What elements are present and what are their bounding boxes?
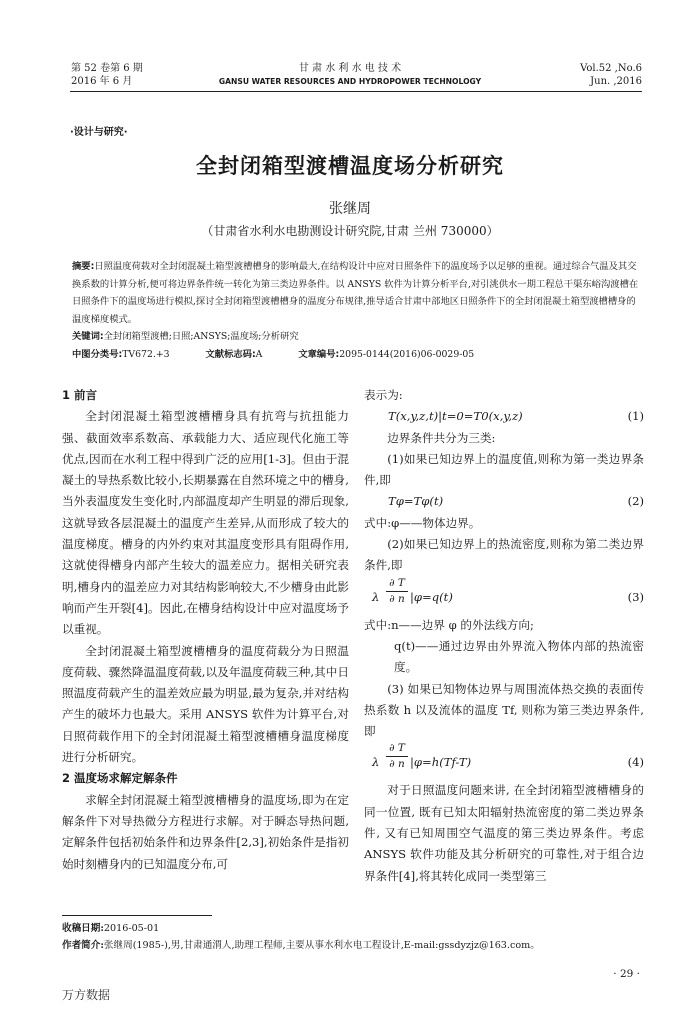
author-affiliation: （甘肃省水利水电勘测设计研究院,甘肃 兰州 730000） [201,224,499,238]
equation-3 [364,577,644,615]
article-no: 2095-0144(2016)06-0029-05 [339,348,475,360]
boundary-type-1: (1)如果已知边界上的温度值,则称为第一类边界条件,即 [364,451,644,488]
section-2-paragraph-2: 对于日照温度问题来讲, 在全封闭箱型渡槽槽身的同一位置, 既有已知太阳辐射热流密度的第二类边界条件, 又有已知周围空气温度的第三类边界条件。考虑 ANSYS 软件功能及其分析研究的可靠性,对于组合边界条件[4],将其转化成同一类型第三 [364,783,644,883]
abstract-text [72,258,642,328]
abstract-body: 日照温度荷载对全封闭混凝土箱型渡槽槽身的影响最大,在结构设计中应对日照条件下的温度场予以足够的重视。通过综合气温及其交换系数的计算分析,便可将边界条件统一转化为第三类边界条件。以 ANSYS 软件为计算分析平台,对引洮供水一期工程总干渠东峪沟渡槽在日照条件下的温度场进行模拟,探讨全封闭箱型渡槽槽身的温度分布规律,推导适合甘肃中部地区日照条件下的全封闭混凝土箱型渡槽槽身的温度梯度模式。 [72,261,639,325]
header-date-en: Jun. ,2016 [590,76,642,87]
equation-1-body: T(x,y,z,t)|t=0=T0(x,y,z) [388,409,523,424]
header-issue-en [580,62,642,88]
equation-4-fraction [386,742,408,771]
clc-code: TV672.+3 [122,348,170,360]
journal-name-en: GANSU WATER RESOURCES AND HYDROPOWER TECHNOLOGY [218,77,482,86]
keywords-label: 关键词: [72,331,104,342]
equation-2-body: Tφ=Tφ(t) [388,494,444,509]
equation-3-where-q: q(t)——通过边界由外界流入物体内部的热流密度。 [394,638,644,675]
section-1-paragraph-1: 全封闭混凝土箱型渡槽槽身具有抗弯与抗扭能力强、截面效率系数高、承载能力大、适应现代化施工等优点,因而在水利工程中得到广泛的应用[1-3]。但由于混凝土的导热系数比较小,长期暴露在自然环境之中的槽身,当外表温度发生变化时,内部温度却产生明显的滞后现象,这就导致各层混凝土的温度产生差异,从而形成了较大的温度梯度。槽身的内外约束对其温度变形具有阻碍作用,这就使得槽身内部产生较大的温差应力。据相关研究表明,槽身内的温差应力对其结构影响较大,不少槽身由此影响而产生开裂[4]。因此,在槽身结构设计中应对温度场予以重视。 [62,409,349,637]
doc-code-label: 文献标志码: [205,348,256,360]
author-bio [62,937,647,954]
boundary-intro: 边界条件共分为三类: [387,430,496,445]
watermark: 万方数据 [62,988,111,1002]
equation-intro: 表示为: [364,388,403,402]
header-rule [70,91,642,92]
section-1-title: 1 前言 [62,388,98,402]
equation-3-where-n: 式中:n——边界 φ 的外法线方向; [364,617,534,632]
section-2-title: 2 温度场求解定解条件 [62,771,178,786]
keywords-text: 全封闭箱型渡槽;日照;ANSYS;温度场;分析研究 [103,331,299,342]
author-bio-text: 张继周(1985-),男,甘肃通渭人,助理工程师,主要从事水利水电工程设计,E-mail:gssdyzjz@163.com。 [103,940,540,951]
header-date: 2016 年 6 月 [71,76,133,87]
classification-line [72,346,642,364]
section-2-paragraph-1: 求解全封闭混凝土箱型渡槽槽身的温度场,即为在定解条件下对导热微分方程进行求解。对于瞬态导热问题,定解条件包括初始条件和边界条件[2,3],初始条件是指初始时刻槽身内的已知温度分布,可 [62,792,349,871]
article-category: ·设计与研究· [70,127,128,138]
equation-4-number: (4) [627,755,644,770]
abstract-block [72,258,642,363]
equation-2 [364,491,644,512]
equation-4-rest: |φ=h(Tf-T) [410,755,472,770]
equation-3-fraction [386,577,408,606]
equation-3-rest: |φ=q(t) [410,589,453,604]
boundary-type-3: (3) 如果已知物体边界与周围流体热交换的表面传热系数 h 以及流体的温度 Tf, 则称为第三类边界条件,即 [364,681,644,739]
equation-3-numerator: ∂ T [389,576,405,589]
header-volume-en: Vol.52 ,No.6 [580,63,642,74]
received-label: 收稿日期: [62,923,104,934]
received-value: 2016-05-01 [103,923,160,934]
left-column [62,385,349,875]
right-column [364,385,644,887]
keywords [72,328,642,346]
doc-code: A [255,348,263,360]
footnote-rule [62,915,212,916]
equation-1 [364,406,644,427]
equation-3-number: (3) [627,589,644,604]
article-author: 张继周 [329,201,371,217]
journal-name [190,62,510,88]
equation-4-lambda: λ [372,755,380,770]
footnote [62,920,647,954]
clc-label: 中图分类号: [72,348,123,360]
equation-4-denominator: ∂ n [389,758,405,771]
equation-4-numerator: ∂ T [389,742,405,755]
received-date [62,920,647,937]
equation-3-lambda: λ [372,589,380,604]
header-issue [71,62,143,88]
equation-3-denominator: ∂ n [389,592,405,605]
journal-name-cn: 甘 肃 水 利 水 电 技 术 [298,63,402,74]
author-bio-label: 作者简介: [62,940,104,951]
equation-1-number: (1) [627,409,644,424]
boundary-type-2: (2)如果已知边界上的热流密度,则称为第二类边界条件,即 [364,537,644,573]
article-no-label: 文章编号: [298,348,340,360]
equation-4 [364,742,644,780]
article-title: 全封闭箱型渡槽温度场分析研究 [196,154,504,178]
equation-2-number: (2) [627,494,644,509]
equation-2-where: 式中:φ——物体边界。 [364,515,481,530]
section-1-paragraph-2: 全封闭混凝土箱型渡槽槽身的温度荷载分为日照温度荷载、骤然降温温度荷载,以及年温度荷载三种,其中日照温度荷载产生的温差效应最为明显,最为复杂,并对结构产生的破坏力也最大。采用 ANSYS 软件为计算平台,对日照荷载作用下的全封闭混凝土箱型渡槽槽身温度梯度进行分析研究。 [62,643,349,765]
header-volume: 第 52 卷第 6 期 [71,63,143,74]
page-number: · 29 · [613,968,640,980]
abstract-label: 摘要: [72,261,95,272]
